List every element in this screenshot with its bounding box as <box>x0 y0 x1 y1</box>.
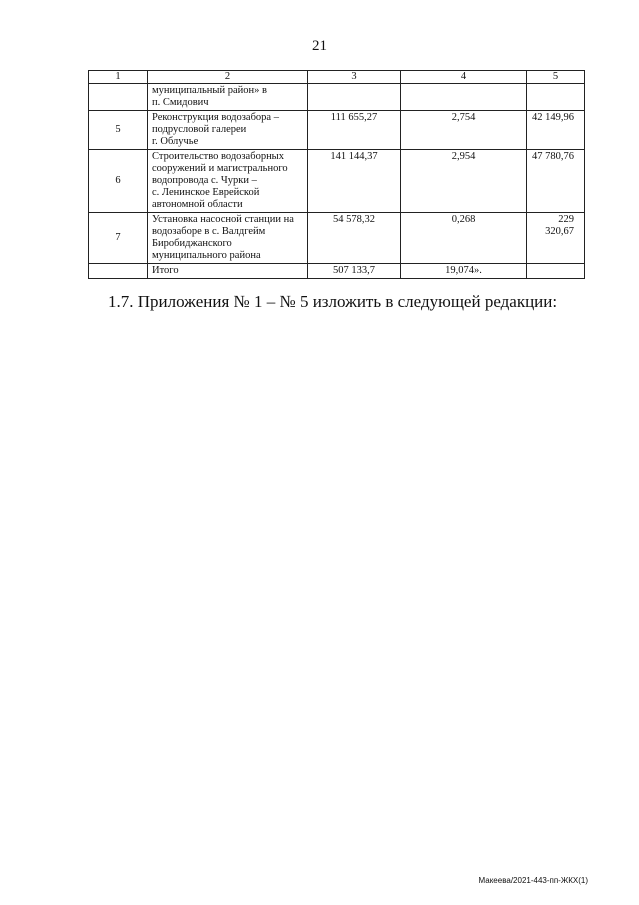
row-col3: 141 144,37 <box>308 150 401 213</box>
table-row <box>89 213 585 264</box>
row-col4: 2,754 <box>401 111 527 150</box>
total-col5 <box>527 264 585 279</box>
total-empty-cell <box>89 264 148 279</box>
row-name-line: автономной области <box>152 199 243 210</box>
row-col4: 2,954 <box>401 150 527 213</box>
row-name-line: Строительство водозаборных <box>152 151 284 162</box>
row-name-line: с. Ленинское Еврейской <box>152 187 260 198</box>
row-name-line: муниципальный район» в <box>152 85 267 96</box>
header-cell: 4 <box>401 71 527 84</box>
table-total-row <box>89 264 585 279</box>
header-cell: 1 <box>89 71 148 84</box>
row-name-line: муниципального района <box>152 250 261 261</box>
total-label: Итого <box>148 264 308 279</box>
page-number: 21 <box>312 38 327 54</box>
row-col3: 111 655,27 <box>308 111 401 150</box>
total-col3: 507 133,7 <box>308 264 401 279</box>
row-number: 5 <box>89 111 148 150</box>
table-header-row <box>89 71 585 84</box>
row-name-line: Установка насосной станции на <box>152 214 294 225</box>
row-col4 <box>401 84 527 111</box>
table-row <box>89 111 585 150</box>
row-col5: 42 149,96 <box>527 111 585 150</box>
row-name-line: сооружений и магистрального <box>152 163 288 174</box>
row-name <box>148 84 308 111</box>
data-table <box>88 70 585 279</box>
row-col5: 47 780,76 <box>527 150 585 213</box>
table-row <box>89 150 585 213</box>
row-col4: 0,268 <box>401 213 527 264</box>
row-name-line: Реконструкция водозабора – <box>152 112 279 123</box>
footer-code: Макеева/2021-443-пп-ЖКХ(1) <box>478 876 588 885</box>
header-cell: 5 <box>527 71 585 84</box>
row-col5: 229 320,67 <box>527 213 585 264</box>
row-name-line: Биробиджанского <box>152 238 232 249</box>
row-name-line: водопровода с. Чурки – <box>152 175 257 186</box>
row-name-line: п. Смидович <box>152 97 209 108</box>
header-cell: 2 <box>148 71 308 84</box>
row-name-line: подрусловой галереи <box>152 124 247 135</box>
total-col4: 19,074». <box>401 264 527 279</box>
row-name <box>148 213 308 264</box>
header-cell: 3 <box>308 71 401 84</box>
row-name <box>148 150 308 213</box>
row-name-line: водозаборе в с. Валдгейм <box>152 226 266 237</box>
table-row <box>89 84 585 111</box>
row-col3 <box>308 84 401 111</box>
row-number: 6 <box>89 150 148 213</box>
row-number <box>89 84 148 111</box>
row-number: 7 <box>89 213 148 264</box>
row-name-line: г. Облучье <box>152 136 199 147</box>
row-col5 <box>527 84 585 111</box>
section-heading: 1.7. Приложения № 1 – № 5 изложить в следующей редакции: <box>108 292 558 311</box>
row-col3: 54 578,32 <box>308 213 401 264</box>
row-name <box>148 111 308 150</box>
